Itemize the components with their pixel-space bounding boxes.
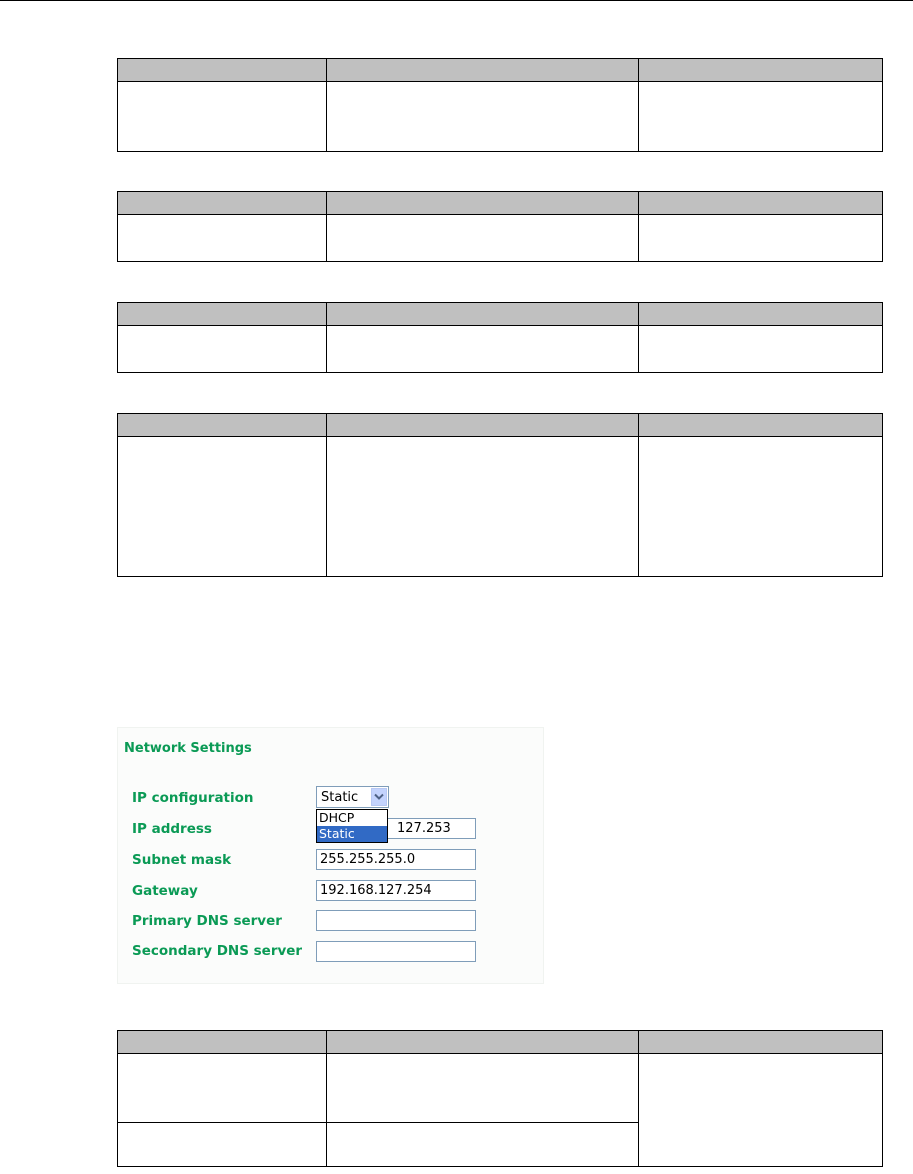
ip-configuration-dropdown-list — [316, 809, 388, 843]
page-top-rule — [0, 0, 913, 1]
doc-table-1 — [117, 58, 883, 152]
table-row — [118, 326, 883, 373]
gateway-label: Gateway — [132, 883, 198, 899]
doc-table-2 — [117, 191, 883, 262]
ip-configuration-label: IP configuration — [132, 790, 254, 806]
ip-address-label: IP address — [132, 821, 212, 837]
doc-table-4 — [117, 413, 883, 577]
primary-dns-input[interactable] — [316, 910, 476, 931]
network-settings-title: Network Settings — [124, 741, 252, 756]
table-row — [118, 215, 883, 262]
network-settings-panel — [117, 727, 544, 984]
ip-configuration-select[interactable] — [316, 786, 389, 808]
ip-address-input[interactable]: 127.253 — [316, 818, 476, 839]
table-header-row — [118, 303, 883, 326]
ip-configuration-selected-value: Static — [321, 790, 359, 805]
dropdown-option-static[interactable]: Static — [317, 826, 387, 842]
subnet-mask-label: Subnet mask — [132, 852, 232, 868]
table-row — [118, 82, 883, 152]
subnet-mask-input[interactable]: 255.255.255.0 — [316, 849, 476, 870]
table-header-row — [118, 192, 883, 215]
primary-dns-label: Primary DNS server — [132, 913, 282, 929]
doc-table-3 — [117, 302, 883, 373]
table-row — [118, 437, 883, 577]
chevron-down-icon — [374, 793, 384, 801]
dropdown-arrow-button[interactable] — [371, 788, 387, 806]
table-header-row — [118, 414, 883, 437]
table-row — [118, 1054, 883, 1123]
doc-table-5 — [117, 1030, 883, 1167]
table-header-row — [118, 1031, 883, 1054]
secondary-dns-input[interactable] — [316, 941, 476, 962]
gateway-input[interactable]: 192.168.127.254 — [316, 880, 476, 901]
dropdown-option-dhcp[interactable]: DHCP — [319, 810, 355, 825]
table-header-row — [118, 59, 883, 82]
secondary-dns-label: Secondary DNS server — [132, 943, 303, 959]
